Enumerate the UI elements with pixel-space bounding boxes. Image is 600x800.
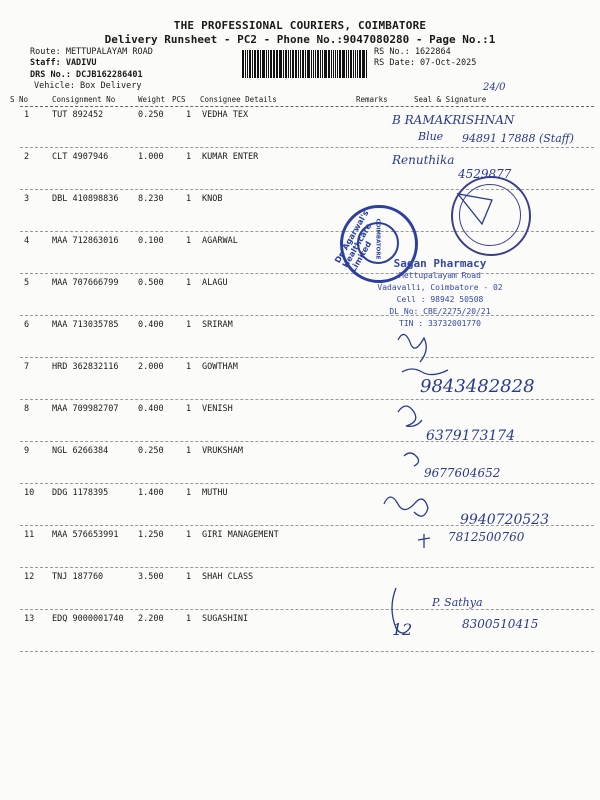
runsheet-subtitle: Delivery Runsheet - PC2 - Phone No.:9047080280 - Page No.:1 (104, 33, 496, 46)
row-consignee: AGARWAL (202, 236, 238, 246)
row-sno: 12 (24, 572, 35, 582)
hw-signature-9: 9677604652 (424, 466, 501, 480)
pharmacy-cell: Cell : 98942 50508 (396, 295, 484, 304)
row-weight: 0.100 (138, 236, 164, 246)
row-consignment-no: HRD 362832116 (52, 362, 119, 372)
hw-signature-1-phone: 94891 17888 (Staff) (462, 132, 574, 145)
row-consignment-no: MAA 709982707 (52, 404, 119, 414)
row-weight: 0.400 (138, 320, 164, 330)
hw-signature-13-mark: 12 (392, 620, 413, 639)
row-pcs: 1 (186, 236, 192, 246)
row-weight: 2.000 (138, 362, 164, 372)
row-sno: 11 (24, 530, 35, 540)
row-consignment-no: MAA 712863016 (52, 236, 119, 246)
row-consignee: VEDHA TEX (202, 110, 249, 120)
row-sno: 7 (24, 362, 30, 372)
stamp-city-text: COIMBATORE (374, 218, 381, 260)
row-consignee: VENISH (202, 404, 233, 414)
row-pcs: 1 (186, 404, 192, 414)
row-pcs: 1 (186, 194, 192, 204)
row-weight: 0.250 (138, 446, 164, 456)
hw-date-note: 24/0 (483, 82, 506, 93)
row-consignee: MUTHU (202, 488, 228, 498)
row-consignment-no: MAA 713035785 (52, 320, 119, 330)
row-consignee: KNOB (202, 194, 223, 204)
row-consignment-no: MAA 576653991 (52, 530, 119, 540)
row-pcs: 1 (186, 362, 192, 372)
row-consignee: KUMAR ENTER (202, 152, 259, 162)
row-sno: 3 (24, 194, 30, 204)
row-sno: 4 (24, 236, 30, 246)
row-sno: 10 (24, 488, 35, 498)
hw-signature-13-name: P. Sathya (432, 596, 483, 609)
pharmacy-city: Vadavalli, Coimbatore - 02 (377, 283, 503, 292)
row-consignee: GOWTHAM (202, 362, 238, 372)
row-weight: 2.200 (138, 614, 164, 624)
row-sno: 13 (24, 614, 35, 624)
vehicle: Vehicle: Box Delivery (34, 81, 142, 91)
col-consignment: Consignment No (52, 95, 116, 104)
drs-number: DRS No.: DCJB162286401 (30, 70, 143, 80)
row-pcs: 1 (186, 488, 192, 498)
row-consignment-no: EDQ 9000001740 (52, 614, 124, 624)
row-consignment-no: DDG 1178395 (52, 488, 109, 498)
row-consignment-no: TUT 892452 (52, 110, 104, 120)
row-sno: 1 (24, 110, 30, 120)
hw-signature-1-name: B RAMAKRISHNAN (392, 113, 515, 127)
col-weight: Weight (138, 95, 166, 104)
row-consignment-no: CLT 4907946 (52, 152, 109, 162)
pharmacy-dl: DL No: CBE/2275/20/21 (389, 307, 491, 316)
row-pcs: 1 (186, 110, 192, 120)
row-pcs: 1 (186, 278, 192, 288)
row-weight: 3.500 (138, 572, 164, 582)
col-remarks: Remarks (356, 95, 388, 104)
row-weight: 0.500 (138, 278, 164, 288)
company-title: THE PROFESSIONAL COURIERS, COIMBATORE (173, 19, 427, 32)
row-consignee: SUGASHINI (202, 614, 249, 624)
hw-signature-2-name: Renuthika (392, 153, 455, 167)
row-consignee: SHAH CLASS (202, 572, 254, 582)
row-weight: 1.400 (138, 488, 164, 498)
row-sno: 6 (24, 320, 30, 330)
row-pcs: 1 (186, 446, 192, 456)
pharmacy-name: Sagan Pharmacy (393, 257, 487, 270)
row-weight: 1.000 (138, 152, 164, 162)
hw-signature-1-note: Blue (418, 130, 444, 143)
row-weight: 0.400 (138, 404, 164, 414)
row-consignment-no: TNJ 187760 (52, 572, 104, 582)
hw-signature-2-code: 4529877 (458, 167, 512, 181)
row-pcs: 1 (186, 530, 192, 540)
hw-signature-13-phone: 8300510415 (462, 617, 539, 631)
col-seal: Seal & Signature (414, 95, 487, 104)
row-pcs: 1 (186, 572, 192, 582)
row-consignee: ALAGU (202, 278, 228, 288)
row-consignee: SRIRAM (202, 320, 233, 330)
row-consignee: GIRI MANAGEMENT (202, 530, 279, 540)
staff: Staff: VADIVU (30, 58, 97, 68)
row-consignee: VRUKSHAM (202, 446, 243, 456)
route: Route: METTUPALAYAM ROAD (30, 47, 153, 57)
row-sno: 8 (24, 404, 30, 414)
row-consignment-no: DBL 410898836 (52, 194, 119, 204)
row-weight: 0.250 (138, 110, 164, 120)
row-consignment-no: MAA 707666799 (52, 278, 119, 288)
row-sno: 5 (24, 278, 30, 288)
row-pcs: 1 (186, 614, 192, 624)
rs-number: RS No.: 1622864 (374, 47, 451, 57)
hw-signature-11-phone2: 7812500760 (448, 530, 525, 544)
row-pcs: 1 (186, 320, 192, 330)
hw-signature-7: 9843482828 (420, 376, 535, 397)
stamp-company-text: Dr. Agarwal's Healthcare Limited (333, 208, 374, 274)
row-weight: 1.250 (138, 530, 164, 540)
col-sno: S No (10, 95, 29, 104)
row-sno: 9 (24, 446, 30, 456)
row-pcs: 1 (186, 152, 192, 162)
pharmacy-address: Mettupalayam Road (399, 271, 481, 280)
row-weight: 8.230 (138, 194, 164, 204)
col-pcs: PCS (172, 95, 186, 104)
rs-date: RS Date: 07-Oct-2025 (374, 58, 477, 68)
col-consignee: Consignee Details (200, 95, 277, 104)
hw-signature-8: 6379173174 (426, 428, 516, 444)
row-consignment-no: NGL 6266384 (52, 446, 109, 456)
hw-signature-11-phone1: 9940720523 (460, 512, 550, 528)
row-sno: 2 (24, 152, 30, 162)
pharmacy-tin: TIN : 33732001770 (399, 319, 481, 328)
